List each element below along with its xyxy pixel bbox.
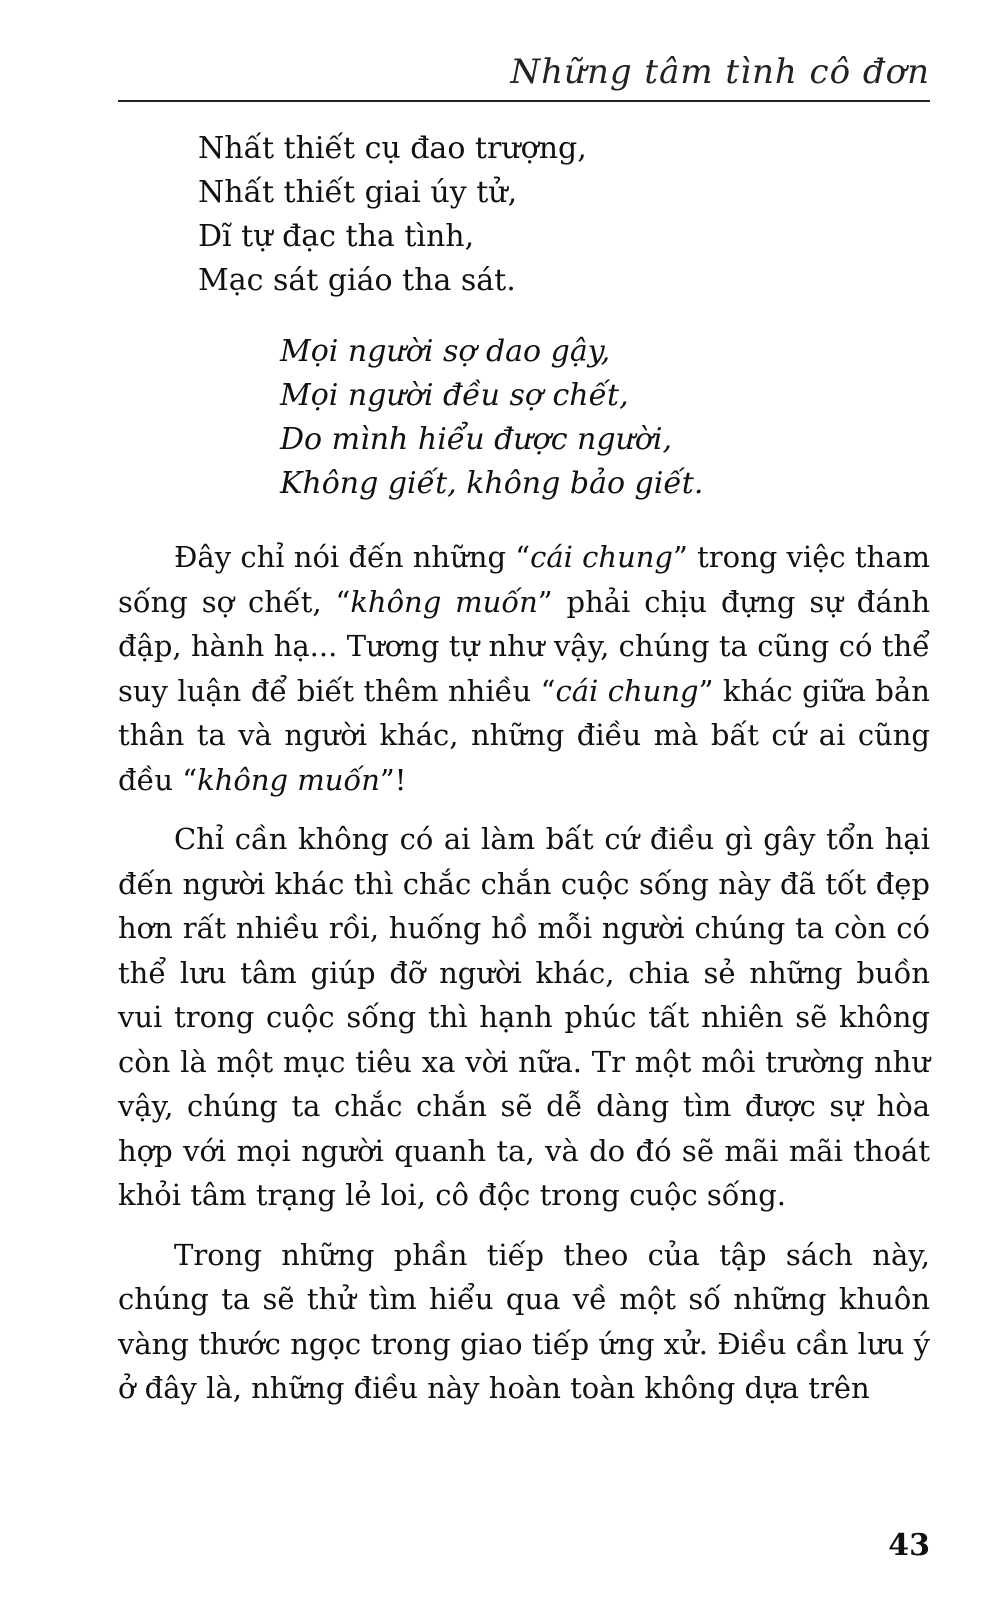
- text-run: Đây chỉ nói đến những “: [174, 540, 531, 574]
- verse-original-line: Nhất thiết giai úy tử,: [198, 175, 518, 210]
- header-divider: [118, 100, 930, 102]
- emphasis: không muốn: [197, 762, 380, 797]
- page-number: 43: [888, 1528, 930, 1563]
- verse-translation-line: Do mình hiểu được người,: [280, 422, 673, 457]
- verse-translation-line: Không giết, không bảo giết.: [280, 466, 704, 501]
- emphasis: không muốn: [350, 584, 538, 619]
- verse-original-line: Dĩ tự đạc tha tình,: [198, 219, 475, 254]
- paragraph: Chỉ cần không có ai làm bất cứ điều gì gây tổn hại đến người khác thì chắc chắn cuộc sống này đã tốt đẹp hơn rất nhiều rồi, huống hồ mỗi người chúng ta còn có thể lưu tâm giúp đỡ người khác, chia sẻ những buồn vui trong cuộc sống thì hạnh phúc tất nhiên sẽ không còn là một mục tiêu xa vời nữa. Tr một môi trường như vậy, chúng ta chắc chắn sẽ dễ dàng tìm được sự hòa hợp với mọi người quanh ta, và do đó sẽ mãi mãi thoát khỏi tâm trạng lẻ loi, cô độc trong cuộc sống.: [118, 822, 930, 1212]
- verse-translation-line: Mọi người sợ dao gậy,: [280, 334, 611, 369]
- paragraph: Trong những phần tiếp theo của tập sách này, chúng ta sẽ thử tìm hiểu qua về một số những khuôn vàng thước ngọc trong giao tiếp ứng xử. Điều cần lưu ý ở đây là, những điều này hoàn toàn không dựa trên: [118, 1237, 930, 1405]
- text-run: ” khác giữa bản thân ta và người khác, những điều mà bất cứ ai cũng đều “: [118, 673, 930, 797]
- verse-original: [198, 127, 587, 303]
- text-run: ”!: [379, 762, 407, 797]
- emphasis: cái chung: [555, 673, 699, 708]
- verse-original-line: Nhất thiết cụ đao trượng,: [198, 131, 587, 166]
- text-run: ” trong việc tham sống sợ chết, “: [118, 540, 930, 619]
- running-header-title: Những tâm tình cô đơn: [510, 52, 930, 92]
- verse-translation-line: Mọi người đều sợ chết,: [280, 378, 629, 413]
- body-text: [118, 535, 930, 1426]
- text-run: ” phải chịu đựng sự đánh đập, hành hạ... Tương tự như vậy, chúng ta cũng có thể suy luận để biết thêm nhiều “: [118, 584, 931, 708]
- verse-translation: [280, 330, 703, 506]
- verse-original-line: Mạc sát giáo tha sát.: [198, 263, 516, 298]
- emphasis: cái chung: [530, 540, 674, 574]
- paragraph: [118, 535, 930, 802]
